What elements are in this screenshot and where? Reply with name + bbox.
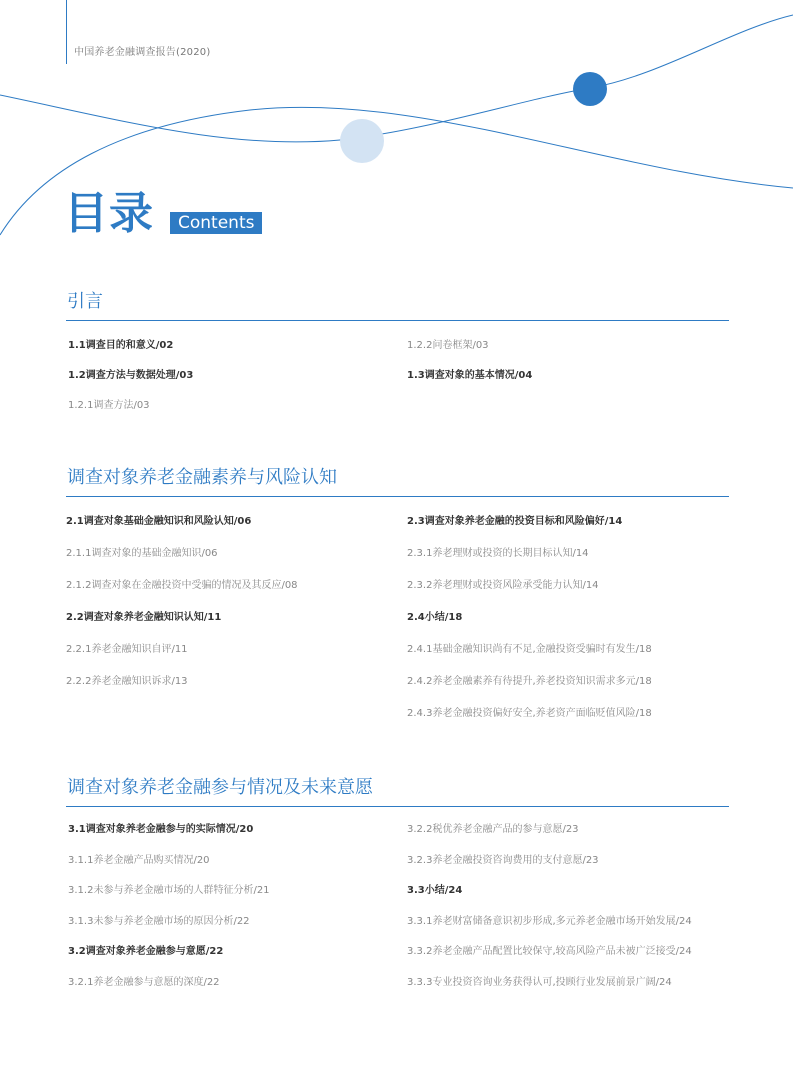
- decor-curve-upper: [0, 15, 793, 142]
- toc-entry[interactable]: 2.4.1基础金融知识尚有不足,金融投资受骗时有发生/18: [407, 644, 652, 655]
- toc-entry[interactable]: 2.2调查对象养老金融知识认知/11: [66, 612, 222, 623]
- toc-entry[interactable]: 3.3.2养老金融产品配置比较保守,较高风险产品未被广泛接受/24: [407, 946, 692, 957]
- toc-entry[interactable]: 2.3.1养老理财或投资的长期目标认知/14: [407, 548, 589, 559]
- toc-entry[interactable]: 2.4.2养老金融素养有待提升,养老投资知识需求多元/18: [407, 676, 652, 687]
- toc-entry[interactable]: 3.2调查对象养老金融参与意愿/22: [68, 946, 224, 957]
- section-title: 调查对象养老金融素养与风险认知: [67, 467, 337, 488]
- section-introduction: [66, 290, 729, 411]
- toc-title-en: Contents: [170, 212, 262, 234]
- toc-entry[interactable]: 3.1.2未参与养老金融市场的人群特征分析/21: [68, 885, 270, 896]
- toc-entry[interactable]: 2.1调查对象基础金融知识和风险认知/06: [66, 516, 252, 527]
- toc-entry[interactable]: 3.2.3养老金融投资咨询费用的支付意愿/23: [407, 855, 599, 866]
- section-title: 引言: [67, 291, 103, 312]
- section-literacy-risk: [66, 466, 729, 719]
- toc-entry[interactable]: 2.4.3养老金融投资偏好安全,养老资产面临贬值风险/18: [407, 708, 652, 719]
- toc-entry[interactable]: 2.1.2调查对象在金融投资中受骗的情况及其反应/08: [66, 580, 298, 591]
- toc-entry[interactable]: 1.3调查对象的基本情况/04: [407, 370, 533, 381]
- toc-entry[interactable]: 3.3.1养老财富储备意识初步形成,多元养老金融市场开始发展/24: [407, 916, 692, 927]
- report-name: 中国养老金融调查报告(2020): [74, 47, 211, 58]
- toc-entry[interactable]: 3.2.1养老金融参与意愿的深度/22: [68, 977, 220, 988]
- section-rule: [66, 806, 729, 807]
- toc-entry[interactable]: 1.2调查方法与数据处理/03: [68, 370, 194, 381]
- toc-entry[interactable]: 3.2.2税优养老金融产品的参与意愿/23: [407, 824, 579, 835]
- toc-title-cn: 目录: [64, 188, 154, 239]
- section-participation-willingness: [66, 776, 729, 988]
- decor-circle-light: [340, 119, 384, 163]
- toc-entry[interactable]: 3.1.3未参与养老金融市场的原因分析/22: [68, 916, 250, 927]
- toc-entry[interactable]: 2.3调查对象养老金融的投资目标和风险偏好/14: [407, 516, 623, 527]
- toc-entry[interactable]: 3.3小结/24: [407, 885, 463, 896]
- toc-title: [64, 188, 262, 240]
- toc-entry[interactable]: 2.2.1养老金融知识自评/11: [66, 644, 188, 655]
- section-rule: [66, 496, 729, 497]
- toc-entry[interactable]: 1.2.1调查方法/03: [68, 400, 150, 411]
- toc-entry[interactable]: 3.3.3专业投资咨询业务获得认可,投顾行业发展前景广阔/24: [407, 977, 672, 988]
- toc-entry[interactable]: 1.1调查目的和意义/02: [68, 340, 174, 351]
- section-title: 调查对象养老金融参与情况及未来意愿: [67, 777, 373, 798]
- decor-circle-dark: [573, 72, 607, 106]
- toc-entry[interactable]: 3.1.1养老金融产品购买情况/20: [68, 855, 210, 866]
- toc-entry[interactable]: 2.1.1调查对象的基础金融知识/06: [66, 548, 218, 559]
- toc-entry[interactable]: 2.4小结/18: [407, 612, 463, 623]
- toc-entry[interactable]: 1.2.2问卷框架/03: [407, 340, 489, 351]
- toc-entry[interactable]: 3.1调查对象养老金融参与的实际情况/20: [68, 824, 254, 835]
- section-rule: [66, 320, 729, 321]
- toc-entry[interactable]: 2.3.2养老理财或投资风险承受能力认知/14: [407, 580, 599, 591]
- toc-entry[interactable]: 2.2.2养老金融知识诉求/13: [66, 676, 188, 687]
